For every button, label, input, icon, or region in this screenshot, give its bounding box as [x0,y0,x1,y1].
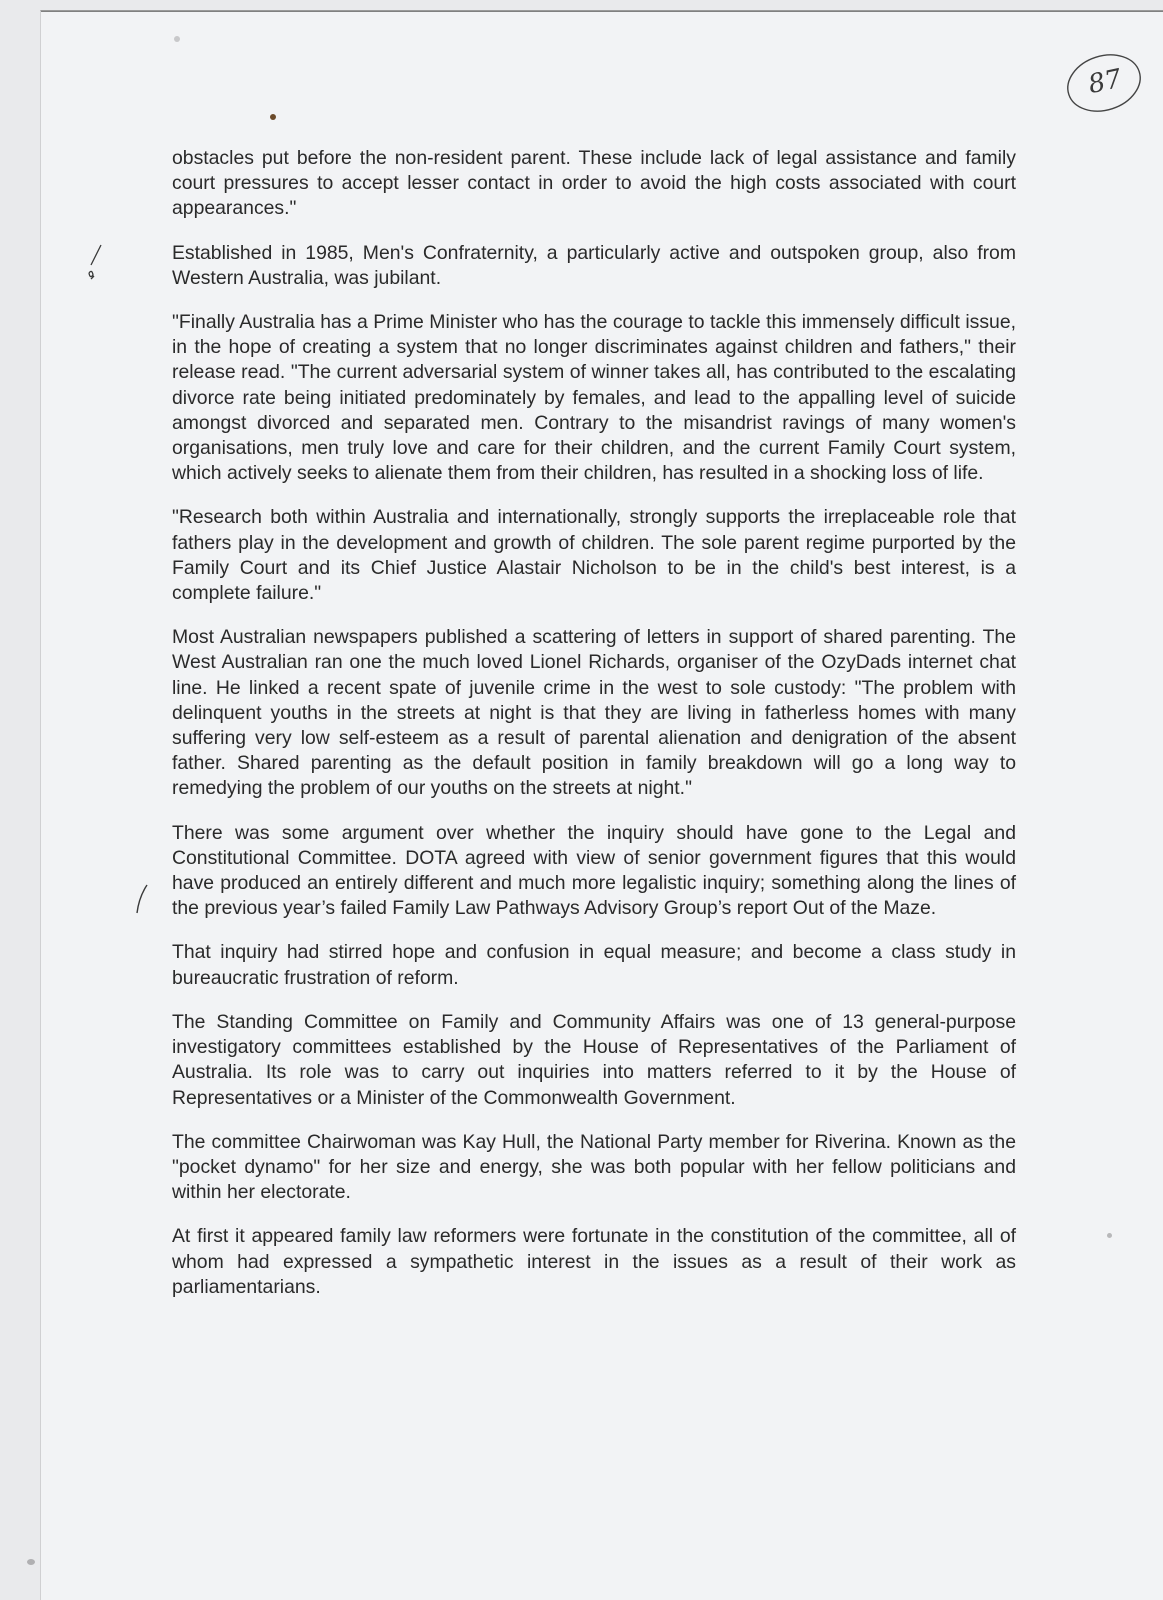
document-page [40,10,1163,1600]
paragraph: The Standing Committee on Family and Community Affairs was one of 13 general-purpose investigatory committees established by the House of Representatives of the Parliament of Australia. Its role was to carry out inquiries into matters referred to it by the House of Representatives or a Minister of the Commonwealth Government. [172,1010,1016,1109]
paragraph: "Finally Australia has a Prime Minister who has the courage to tackle this immensely difficult issue, in the hope of creating a system that no longer discriminates against children and fathers," their release read. "The current adversarial system of winner takes all, has contributed to the escalating divorce rate being initiated predominately by females, and lead to the appalling level of suicide amongst divorced and separated men. Contrary to the misandrist ravings of many women's organisations, men truly love and care for their children, and the current Family Court system, which actively seeks to alienate them from their children, has resulted in a shocking loss of life. [172,311,1016,485]
paragraph: At first it appeared family law reformers were fortunate in the constitution of the committee, all of whom had expressed a sympathetic interest in the issues as a result of their work as parliamentarians. [172,1225,1016,1298]
paragraph: obstacles put before the non-resident parent. These include lack of legal assistance and family court pressures to accept lesser contact in order to avoid the high costs associated with court appearances." [172,147,1016,220]
scan-speck [1107,1233,1112,1238]
scan-speck [174,36,180,42]
paragraph: That inquiry had stirred hope and confusion in equal measure; and become a class study in bureaucratic frustration of reform. [172,941,1016,989]
scan-speck [27,1559,35,1565]
paragraph: The committee Chairwoman was Kay Hull, the National Party member for Riverina. Known as the "pocket dynamo" for her size and energy, she was both popular with her fellow politicians and within her electorate. [172,1130,1016,1204]
paragraph: Most Australian newspapers published a scattering of letters in support of shared parenting. The West Australian ran one the much loved Lionel Richards, organiser of the OzyDads internet chat line. He linked a recent spate of juvenile crime in the west to sole custody: "The problem with delinquent youths in the streets at night is that they are living in fatherless homes with many suffering very low self-esteem as a result of parental alienation and denigration of the absent father. Shared parenting as the default position in family breakdown will go a long way to remedying the problem of our youths on the streets at night." [172,626,1016,800]
page-number: 87 [1085,63,1125,101]
margin-tick-icon [83,243,105,285]
paragraph: There was some argument over whether the inquiry should have gone to the Legal and Constitutional Committee. DOTA agreed with view of senior government figures that this would have produced an entirely different and much more legalistic inquiry; something along the lines of the previous year’s failed Family Law Pathways Advisory Group’s report Out of the Maze. [172,821,1016,920]
body-text [172,146,1016,1319]
handwritten-page-number [1063,49,1145,115]
paragraph: Established in 1985, Men's Confraternity, a particularly active and outspoken group, also from Western Australia, was jubilant. [172,241,1016,289]
margin-bracket-icon [133,883,151,919]
page-top-edge [41,11,1163,12]
ink-dot-mark [270,114,276,120]
paragraph: "Research both within Australia and internationally, strongly supports the irreplaceable role that fathers play in the development and growth of children. The sole parent regime purported by the Family Court and its Chief Justice Alastair Nicholson to be in the child's best interest, is a complete failure." [172,506,1016,605]
